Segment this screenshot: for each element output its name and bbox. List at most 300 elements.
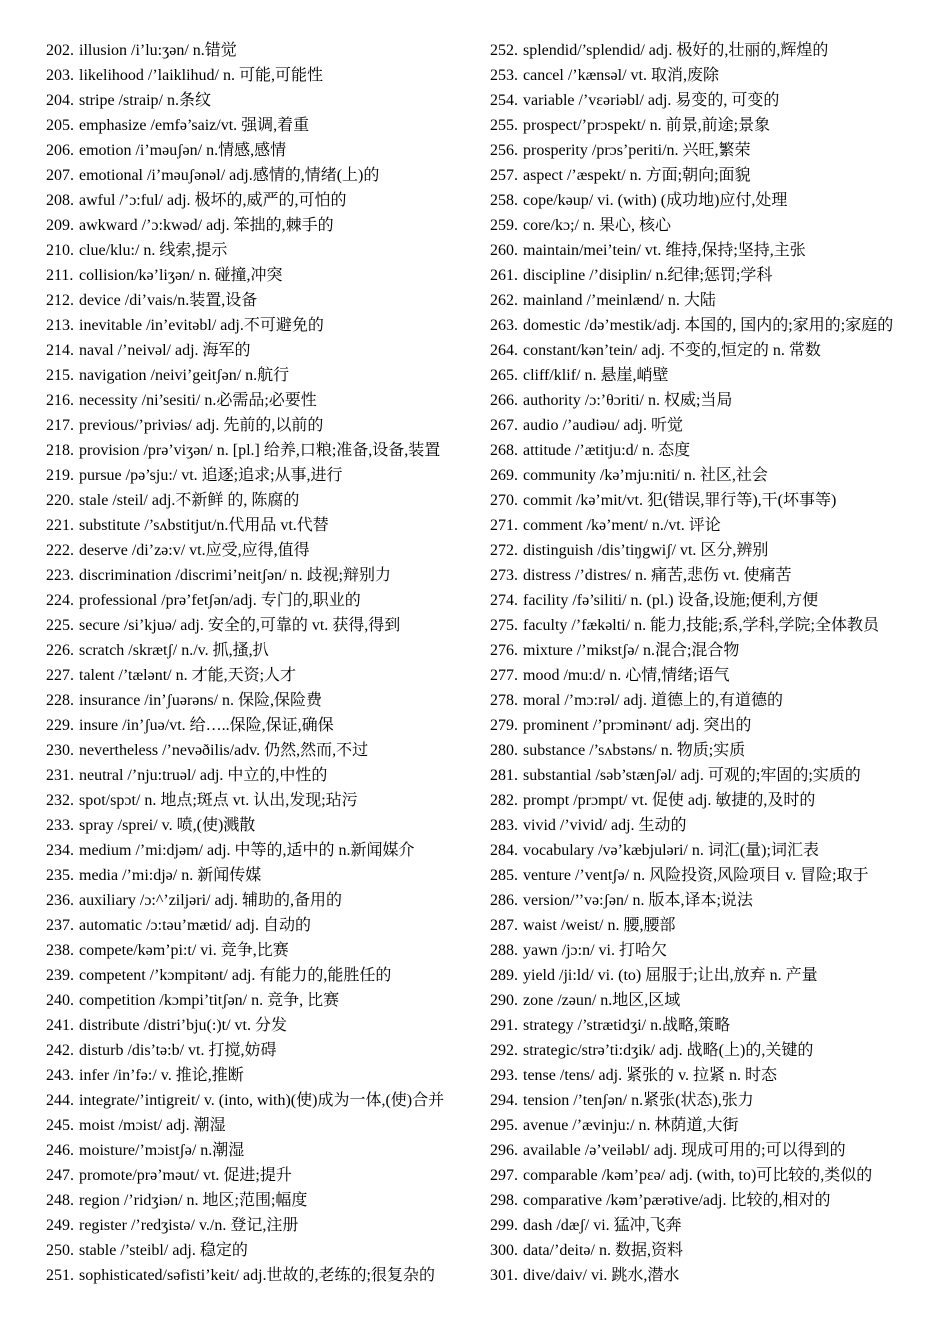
vocab-entry [46,488,478,513]
entry-number: 202. [46,42,74,59]
entry-text: likelihood /’laiklihud/ n. 可能,可能性 [79,67,323,84]
entry-text: insure /in’ʃuə/vt. 给…..保险,保证,确保 [79,717,334,734]
entry-number: 290. [490,992,518,1009]
entry-text: competent /’kɔmpitənt/ adj. 有能力的,能胜任的 [79,967,392,984]
entry-text: commit /kə’mit/vt. 犯(错误,罪行等),干(坏事等) [523,492,837,509]
entry-text: distinguish /dis’tiŋgwiʃ/ vt. 区分,辨别 [523,542,769,559]
entry-text: maintain/mei’tein/ vt. 维持,保持;坚持,主张 [523,242,806,259]
vocab-entry [490,663,924,688]
entry-number: 271. [490,517,518,534]
entry-text: emotion /i’məuʃən/ n.情感,感情 [79,142,287,159]
entry-text: variable /’vɛəriəbl/ adj. 易变的, 可变的 [523,92,780,109]
entry-text: core/kɔ;/ n. 果心, 核心 [523,217,671,234]
vocab-entry [490,288,924,313]
entry-text: professional /prə’fetʃən/adj. 专门的,职业的 [79,592,361,609]
entry-text: strategy /’strætidʒi/ n.战略,策略 [523,1017,731,1034]
entry-text: tense /tens/ adj. 紧张的 v. 拉紧 n. 时态 [523,1067,778,1084]
entry-number: 287. [490,917,518,934]
entry-text: yawn /jɔ:n/ vi. 打哈欠 [523,942,667,959]
vocab-entry [490,938,924,963]
entry-number: 253. [490,67,518,84]
entry-text: tension /’tenʃən/ n.紧张(状态),张力 [523,1092,754,1109]
vocab-entry [490,1163,924,1188]
entry-number: 284. [490,842,518,859]
entry-text: neutral /’nju:truəl/ adj. 中立的,中性的 [79,767,328,784]
entry-text: stripe /straip/ n.条纹 [79,92,211,109]
entry-number: 292. [490,1042,518,1059]
vocab-entry [46,863,478,888]
vocab-entry [46,638,478,663]
entry-text: attitude /’ætitju:d/ n. 态度 [523,442,691,459]
vocab-entry [46,1263,478,1288]
entry-number: 227. [46,667,74,684]
vocab-entry [46,1188,478,1213]
entry-number: 219. [46,467,74,484]
entry-number: 233. [46,817,74,834]
entry-text: yield /ji:ld/ vi. (to) 屈服于;让出,放弃 n. 产量 [523,967,818,984]
vocab-entry [46,1163,478,1188]
entry-text: faculty /’fækəlti/ n. 能力,技能;系,学科,学院;全体教员 [523,617,879,634]
entry-number: 293. [490,1067,518,1084]
entry-text: promote/prə’məut/ vt. 促进;提升 [79,1167,292,1184]
entry-text: comparable /kəm’pɛə/ adj. (with, to)可比较的,类似的 [523,1167,873,1184]
entry-number: 291. [490,1017,518,1034]
entry-number: 209. [46,217,74,234]
entry-text: clue/klu:/ n. 线索,提示 [79,242,228,259]
entry-number: 251. [46,1267,74,1284]
entry-text: waist /weist/ n. 腰,腰部 [523,917,676,934]
entry-number: 266. [490,392,518,409]
entry-text: mixture /’mikstʃə/ n.混合;混合物 [523,642,740,659]
entry-number: 278. [490,692,518,709]
entry-text: disturb /dis’tə:b/ vt. 打搅,妨碍 [79,1042,277,1059]
entry-text: stable /’steibl/ adj. 稳定的 [79,1242,248,1259]
entry-text: prominent /’prɔminənt/ adj. 突出的 [523,717,752,734]
entry-text: community /kə’mju:niti/ n. 社区,社会 [523,467,768,484]
vocab-entry [490,438,924,463]
entry-text: strategic/strə’ti:dʒik/ adj. 战略(上)的,关键的 [523,1042,814,1059]
entry-number: 228. [46,692,74,709]
entry-text: sophisticated/səfisti’keit/ adj.世故的,老练的;很复杂的 [79,1267,435,1284]
vocab-entry [490,63,924,88]
entry-number: 289. [490,967,518,984]
entry-number: 240. [46,992,74,1009]
entry-text: comparative /kəm’pærətive/adj. 比较的,相对的 [523,1192,831,1209]
entry-text: moral /’mɔ:rəl/ adj. 道德上的,有道德的 [523,692,783,709]
entry-text: awkward /’ɔ:kwəd/ adj. 笨拙的,棘手的 [79,217,334,234]
vocab-entry [490,713,924,738]
vocab-entry [46,63,478,88]
entry-number: 252. [490,42,518,59]
entry-number: 225. [46,617,74,634]
entry-number: 247. [46,1167,74,1184]
entry-number: 286. [490,892,518,909]
entry-number: 248. [46,1192,74,1209]
entry-text: cliff/klif/ n. 悬崖,峭壁 [523,367,669,384]
vocab-entry [490,163,924,188]
vocab-entry [46,1063,478,1088]
entry-text: medium /’mi:djəm/ adj. 中等的,适中的 n.新闻媒介 [79,842,415,859]
vocab-entry [46,738,478,763]
entry-number: 226. [46,642,74,659]
entry-text: naval /’neivəl/ adj. 海军的 [79,342,251,359]
vocab-entry [490,513,924,538]
entry-number: 272. [490,542,518,559]
entry-text: avenue /’ævinju:/ n. 林荫道,大街 [523,1117,739,1134]
entry-number: 279. [490,717,518,734]
vocab-entry [490,213,924,238]
entry-number: 203. [46,67,74,84]
entry-number: 265. [490,367,518,384]
entry-text: version/’’və:ʃən/ n. 版本,译本;说法 [523,892,753,909]
entry-number: 300. [490,1242,518,1259]
vocab-entry [46,1088,478,1113]
entry-text: available /ə’veiləbl/ adj. 现成可用的;可以得到的 [523,1142,846,1159]
entry-text: competition /kɔmpi’titʃən/ n. 竞争, 比赛 [79,992,340,1009]
entry-number: 257. [490,167,518,184]
vocab-entry [46,963,478,988]
vocab-entry [490,813,924,838]
entry-text: vivid /’vivid/ adj. 生动的 [523,817,687,834]
entry-text: zone /zəun/ n.地区,区域 [523,992,681,1009]
vocab-entry [46,38,478,63]
vocab-entry [490,463,924,488]
entry-number: 230. [46,742,74,759]
vocab-entry [46,913,478,938]
entry-number: 268. [490,442,518,459]
entry-text: substance /’sʌbstəns/ n. 物质;实质 [523,742,746,759]
entry-number: 261. [490,267,518,284]
vocab-entry [490,638,924,663]
entry-text: prosperity /prɔs’periti/n. 兴旺,繁荣 [523,142,751,159]
entry-text: substantial /səb’stænʃəl/ adj. 可观的;牢固的;实质的 [523,767,861,784]
entry-text: compete/kəm’pi:t/ vi. 竞争,比赛 [79,942,289,959]
vocab-entry [490,613,924,638]
entry-text: mainland /’meinlænd/ n. 大陆 [523,292,716,309]
entry-number: 258. [490,192,518,209]
entry-number: 277. [490,667,518,684]
vocab-entry [490,338,924,363]
entry-number: 245. [46,1117,74,1134]
vocab-entry [46,413,478,438]
entry-text: illusion /i’lu:ʒən/ n.错觉 [79,42,237,59]
entry-number: 250. [46,1242,74,1259]
entry-text: moisture/’mɔistʃə/ n.潮湿 [79,1142,245,1159]
entry-text: dash /dæʃ/ vi. 猛冲,飞奔 [523,1217,682,1234]
entry-text: prompt /prɔmpt/ vt. 促使 adj. 敏捷的,及时的 [523,792,816,809]
entry-text: automatic /ɔ:təu’mætid/ adj. 自动的 [79,917,311,934]
entry-text: dive/daiv/ vi. 跳水,潜水 [523,1267,680,1284]
vocab-entry [46,1038,478,1063]
entry-number: 281. [490,767,518,784]
entry-number: 243. [46,1067,74,1084]
entry-number: 210. [46,242,74,259]
vocab-entry [46,613,478,638]
entry-number: 263. [490,317,518,334]
entry-text: data/’deitə/ n. 数据,资料 [523,1242,683,1259]
entry-number: 242. [46,1042,74,1059]
vocab-entry [490,113,924,138]
entry-number: 285. [490,867,518,884]
vocab-entry [490,238,924,263]
entry-number: 298. [490,1192,518,1209]
entry-text: nevertheless /’nevəðilis/adv. 仍然,然而,不过 [79,742,369,759]
entry-number: 273. [490,567,518,584]
entry-text: auxiliary /ɔ:^’ziljəri/ adj. 辅助的,备用的 [79,892,343,909]
entry-number: 232. [46,792,74,809]
entry-number: 270. [490,492,518,509]
vocab-entry [46,563,478,588]
entry-number: 264. [490,342,518,359]
vocab-entry [46,888,478,913]
vocab-entry [490,788,924,813]
vocab-entry [46,713,478,738]
entry-text: domestic /də’mestik/adj. 本国的, 国内的;家用的;家庭的 [523,317,894,334]
entry-text: venture /’ventʃə/ n. 风险投资,风险项目 v. 冒险;取于 [523,867,869,884]
vocab-entry [46,138,478,163]
vocab-entry [46,988,478,1013]
entry-text: deserve /di’zə:v/ vt.应受,应得,值得 [79,542,310,559]
vocab-entry [46,238,478,263]
vocab-entry [46,1238,478,1263]
vocab-entry [46,663,478,688]
entry-text: constant/kən’tein/ adj. 不变的,恒定的 n. 常数 [523,342,821,359]
vocab-entry [46,388,478,413]
entry-text: audio /’audiəu/ adj. 听觉 [523,417,683,434]
vocab-entry [490,838,924,863]
vocab-entry [490,188,924,213]
vocab-entry [490,1188,924,1213]
entry-text: region /’ridʒiən/ n. 地区;范围;幅度 [79,1192,308,1209]
vocab-entry [490,413,924,438]
vocab-entry [490,1113,924,1138]
entry-number: 229. [46,717,74,734]
entry-number: 221. [46,517,74,534]
vocab-entry [46,813,478,838]
entry-text: emphasize /emfə’saiz/vt. 强调,着重 [79,117,310,134]
vocab-entry [490,388,924,413]
entry-text: mood /mu:d/ n. 心情,情绪;语气 [523,667,730,684]
vocab-entry [490,563,924,588]
entry-number: 288. [490,942,518,959]
entry-text: vocabulary /və’kæbjuləri/ n. 词汇(量);词汇表 [523,842,819,859]
entry-number: 212. [46,292,74,309]
vocab-entry [46,688,478,713]
vocab-entry [490,1263,924,1288]
entry-text: distribute /distri’bju(:)t/ vt. 分发 [79,1017,287,1034]
entry-number: 215. [46,367,74,384]
entry-number: 249. [46,1217,74,1234]
entry-number: 255. [490,117,518,134]
vocab-entry [490,688,924,713]
entry-number: 238. [46,942,74,959]
entry-text: spot/spɔt/ n. 地点;斑点 vt. 认出,发现;玷污 [79,792,358,809]
entry-number: 223. [46,567,74,584]
vocab-entry [46,113,478,138]
entry-text: inevitable /in’evitəbl/ adj.不可避免的 [79,317,324,334]
vocab-entry [46,163,478,188]
entry-number: 256. [490,142,518,159]
vocab-entry [490,1063,924,1088]
entry-number: 274. [490,592,518,609]
right-column [490,38,924,1288]
entry-number: 246. [46,1142,74,1159]
entry-number: 244. [46,1092,74,1109]
entry-number: 214. [46,342,74,359]
vocab-entry [46,88,478,113]
entry-text: pursue /pə’sju:/ vt. 追逐;追求;从事,进行 [79,467,343,484]
entry-number: 231. [46,767,74,784]
vocab-entry [46,1113,478,1138]
entry-number: 301. [490,1267,518,1284]
vocab-entry [46,263,478,288]
entry-number: 296. [490,1142,518,1159]
vocab-entry [46,538,478,563]
vocab-entry [490,263,924,288]
vocab-entry [490,913,924,938]
entry-text: insurance /in’ʃuərəns/ n. 保险,保险费 [79,692,323,709]
vocab-entry [490,38,924,63]
entry-number: 254. [490,92,518,109]
vocab-entry [490,538,924,563]
entry-text: prospect/’prɔspekt/ n. 前景,前途;景象 [523,117,771,134]
vocab-entry [46,513,478,538]
vocab-entry [490,88,924,113]
vocab-entry [46,788,478,813]
vocab-entry [46,188,478,213]
vocab-entry [46,1138,478,1163]
entry-text: previous/’priviəs/ adj. 先前的,以前的 [79,417,324,434]
entry-number: 234. [46,842,74,859]
entry-number: 211. [46,267,74,284]
entry-text: talent /’tælənt/ n. 才能,天资;人才 [79,667,297,684]
entry-number: 262. [490,292,518,309]
entry-number: 218. [46,442,74,459]
entry-number: 241. [46,1017,74,1034]
entry-text: facility /fə’siliti/ n. (pl.) 设备,设施;便利,方便 [523,592,819,609]
entry-number: 299. [490,1217,518,1234]
entry-text: navigation /neivi’geitʃən/ n.航行 [79,367,290,384]
entry-number: 275. [490,617,518,634]
entry-text: media /’mi:djə/ n. 新闻传媒 [79,867,262,884]
entry-text: integrate/’intigreit/ v. (into, with)(使)成为一体,(使)合并 [79,1092,445,1109]
vocab-entry [490,1088,924,1113]
vocab-entry [490,488,924,513]
entry-text: emotional /i’məuʃənəl/ adj.感情的,情绪(上)的 [79,167,380,184]
entry-number: 204. [46,92,74,109]
entry-number: 294. [490,1092,518,1109]
entry-number: 283. [490,817,518,834]
entry-text: secure /si’kjuə/ adj. 安全的,可靠的 vt. 获得,得到 [79,617,401,634]
entry-number: 224. [46,592,74,609]
entry-text: substitute /’sʌbstitjut/n.代用品 vt.代替 [79,517,329,534]
vocab-entry [490,1213,924,1238]
vocab-entry [490,863,924,888]
entry-text: discrimination /discrimi’neitʃən/ n. 歧视;辩别力 [79,567,391,584]
vocab-entry [46,1013,478,1038]
entry-text: spray /sprei/ v. 喷,(使)溅散 [79,817,256,834]
vocab-entry [46,938,478,963]
left-column [46,38,478,1288]
vocab-entry [490,313,924,338]
entry-text: authority /ɔ:’θɔriti/ n. 权威;当局 [523,392,733,409]
entry-number: 259. [490,217,518,234]
entry-text: provision /prə’viʒən/ n. [pl.] 给养,口粮;准备,设备,装置 [79,442,441,459]
entry-number: 205. [46,117,74,134]
entry-number: 297. [490,1167,518,1184]
entry-number: 237. [46,917,74,934]
entry-number: 276. [490,642,518,659]
vocab-entry [46,438,478,463]
vocab-entry [46,1213,478,1238]
vocab-entry [46,213,478,238]
vocab-entry [46,838,478,863]
vocab-entry [490,738,924,763]
entry-number: 260. [490,242,518,259]
entry-number: 295. [490,1117,518,1134]
entry-number: 267. [490,417,518,434]
vocab-entry [46,463,478,488]
entry-text: stale /steil/ adj.不新鲜 的, 陈腐的 [79,492,300,509]
vocab-entry [490,888,924,913]
entry-text: device /di’vais/n.装置,设备 [79,292,258,309]
entry-number: 217. [46,417,74,434]
entry-text: awful /’ɔ:ful/ adj. 极坏的,威严的,可怕的 [79,192,347,209]
entry-number: 206. [46,142,74,159]
vocab-entry [490,1013,924,1038]
entry-text: register /’redʒistə/ v./n. 登记,注册 [79,1217,299,1234]
entry-text: scratch /skrætʃ/ n./v. 抓,搔,扒 [79,642,269,659]
entry-number: 236. [46,892,74,909]
entry-number: 213. [46,317,74,334]
entry-text: necessity /ni’sesiti/ n.必需品;必要性 [79,392,317,409]
vocab-entry [490,763,924,788]
entry-number: 216. [46,392,74,409]
entry-text: discipline /’disiplin/ n.纪律;惩罚;学科 [523,267,773,284]
vocab-entry [490,363,924,388]
entry-text: cope/kəup/ vi. (with) (成功地)应付,处理 [523,192,788,209]
entry-text: moist /mɔist/ adj. 潮湿 [79,1117,226,1134]
entry-number: 282. [490,792,518,809]
entry-number: 207. [46,167,74,184]
entry-text: cancel /’kænsəl/ vt. 取消,废除 [523,67,719,84]
entry-text: aspect /’æspekt/ n. 方面;朝向;面貌 [523,167,751,184]
entry-text: splendid/’splendid/ adj. 极好的,壮丽的,辉煌的 [523,42,829,59]
vocab-entry [46,763,478,788]
entry-number: 280. [490,742,518,759]
entry-number: 235. [46,867,74,884]
entry-number: 222. [46,542,74,559]
vocab-entry [46,588,478,613]
vocab-entry [46,363,478,388]
vocab-entry [46,288,478,313]
vocab-entry [46,338,478,363]
entry-number: 269. [490,467,518,484]
vocab-entry [490,588,924,613]
entry-text: infer /in’fə:/ v. 推论,推断 [79,1067,244,1084]
vocab-entry [46,313,478,338]
entry-number: 239. [46,967,74,984]
entry-number: 208. [46,192,74,209]
vocab-entry [490,1138,924,1163]
entry-text: collision/kə’liʒən/ n. 碰撞,冲突 [79,267,283,284]
vocab-entry [490,963,924,988]
entry-text: distress /’distres/ n. 痛苦,悲伤 vt. 使痛苦 [523,567,792,584]
vocab-entry [490,988,924,1013]
entry-number: 220. [46,492,74,509]
vocab-entry [490,138,924,163]
vocab-entry [490,1038,924,1063]
